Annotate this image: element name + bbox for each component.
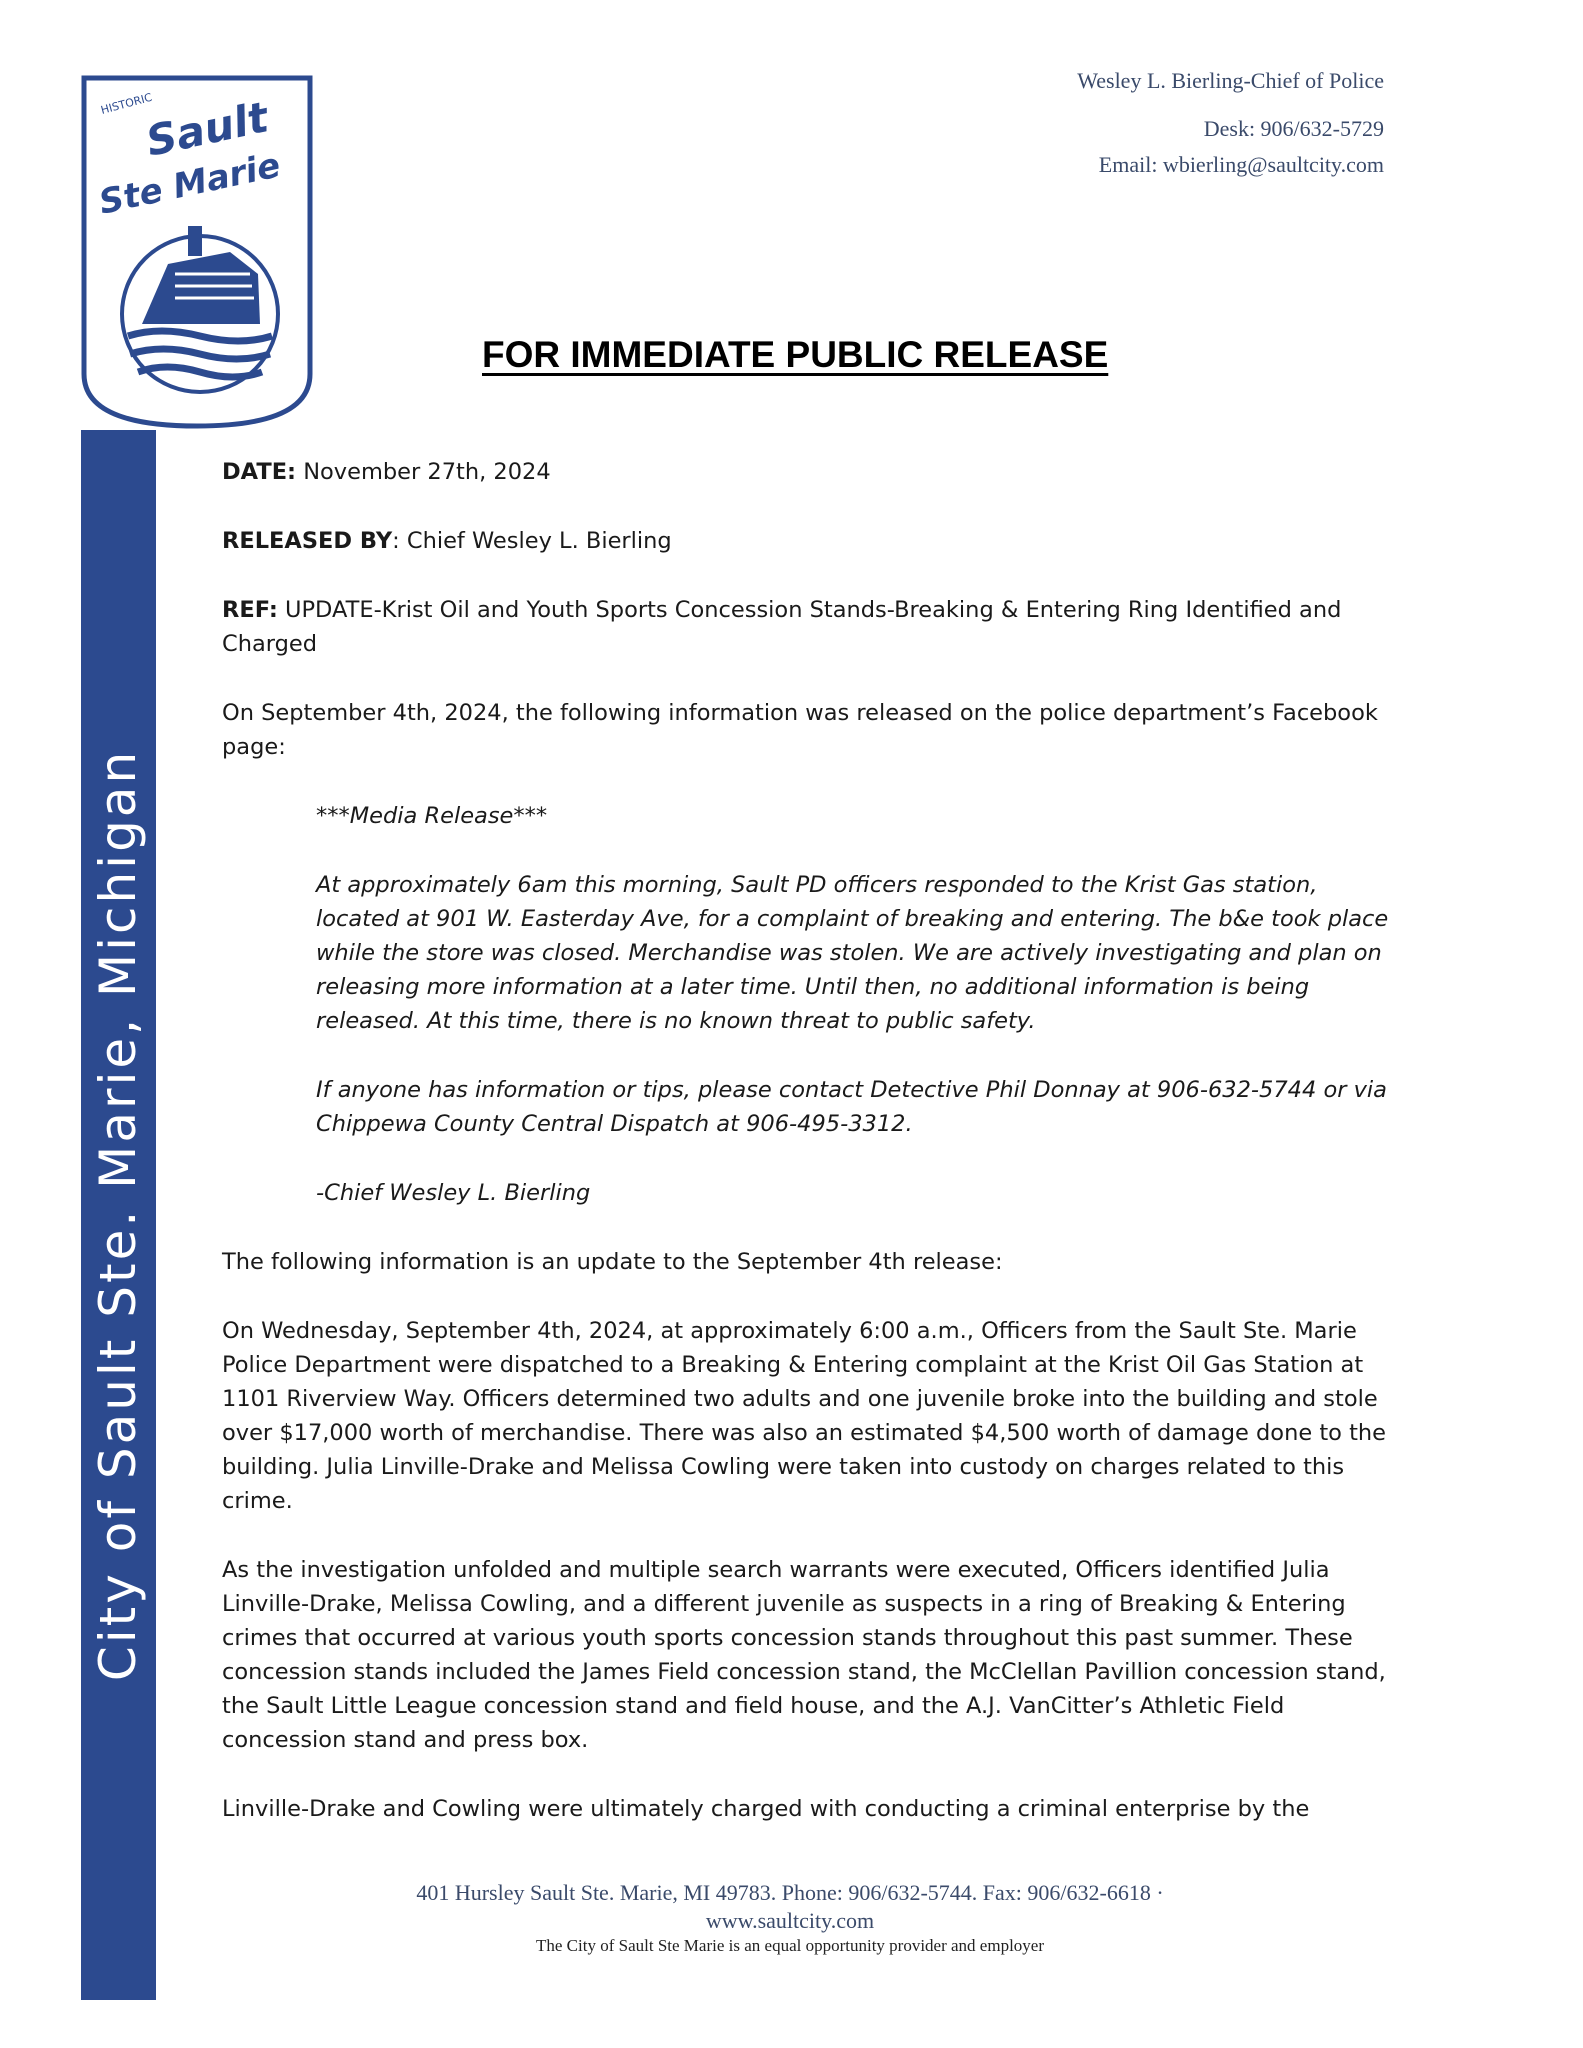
body-paragraph-2: As the investigation unfolded and multiple search warrants were executed, Officers identified Julia Linville-Drake, Melissa Cowling, and a different juvenile as suspects in a ring of Breaking & Entering crimes that occurred at various youth sports concession stands throughout this past summer. These concession stands included the James Field concession stand, the McClellan Pavillion concession stand, the Sault Little League concession stand and field house, and the A.J. VanCitter’s Athletic Field concession stand and press box.	[222, 1557, 1386, 1753]
media-release-para2: If anyone has information or tips, please contact Detective Phil Donnay at 906-632-5744 or via Chippewa County Central Dispatch at 906-495-3312.	[316, 1077, 1387, 1137]
body-paragraph-3: Linville-Drake and Cowling were ultimately charged with conducting a criminal enterprise by the	[222, 1796, 1310, 1822]
released-by-value: : Chief Wesley L. Bierling	[392, 528, 672, 554]
body-paragraph-1: On Wednesday, September 4th, 2024, at approximately 6:00 a.m., Officers from the Sault Ste. Marie Police Department were dispatched to a Breaking & Entering complaint at the Krist Oil Gas Station at 1101 Riverview Way. Officers determined two adults and one juvenile broke into the building and stole over $17,000 worth of merchandise. There was also an estimated $4,500 worth of damage done to the building. Julia Linville-Drake and Melissa Cowling were taken into custody on charges related to this crime.	[222, 1318, 1386, 1514]
logo-line2: Ste Marie	[95, 145, 284, 223]
ref-line	[222, 593, 1392, 661]
contact-block	[1077, 68, 1384, 188]
date-label: DATE:	[222, 459, 297, 485]
date-value: November 27th, 2024	[296, 459, 551, 485]
media-release-quote	[316, 799, 1392, 1210]
footer-website[interactable]: www.saultcity.com	[705, 1908, 875, 1933]
released-by-line	[222, 524, 1392, 558]
logo-line1: Sault	[141, 92, 273, 166]
sidebar-city-name: City of Sault Ste. Marie, Michigan	[89, 748, 147, 1682]
page-footer	[340, 1880, 1240, 1956]
footer-eoe-statement: The City of Sault Ste Marie is an equal opportunity provider and employer	[536, 1936, 1044, 1955]
media-release-para1: At approximately 6am this morning, Sault PD officers responded to the Krist Gas station, located at 901 W. Easterday Ave, for a complaint of breaking and entering. The b&e took place while the store was closed. Merchandise was stolen. We are actively investigating and plan on releasing more information at a later time. Until then, no additional information is being released. At this time, there is no known threat to public safety.	[316, 872, 1389, 1034]
city-logo	[80, 74, 314, 430]
page-title: FOR IMMEDIATE PUBLIC RELEASE	[482, 334, 1109, 375]
update-intro: The following information is an update to the September 4th release:	[222, 1249, 1003, 1275]
media-release-heading: ***Media Release***	[316, 803, 548, 829]
released-by-label: RELEASED BY	[222, 528, 393, 554]
intro-paragraph: On September 4th, 2024, the following information was released on the police department’s Facebook page:	[222, 700, 1378, 760]
logo-historic: HISTORIC	[99, 90, 154, 117]
ref-value: UPDATE-Krist Oil and Youth Sports Concession Stands-Breaking & Entering Ring Identified and Charged	[222, 597, 1342, 657]
ref-label: REF:	[222, 597, 278, 623]
media-release-signature: -Chief Wesley L. Bierling	[316, 1180, 591, 1206]
email-address[interactable]: Email: wbierling@saultcity.com	[1098, 152, 1384, 177]
footer-address: 401 Hursley Sault Ste. Marie, MI 49783. Phone: 906/632-5744. Fax: 906/632-6618 ·	[416, 1880, 1164, 1905]
date-line	[222, 455, 1392, 489]
chief-name: Wesley L. Bierling-Chief of Police	[1077, 68, 1384, 93]
desk-phone: Desk: 906/632-5729	[1203, 116, 1384, 141]
release-content	[222, 455, 1392, 1861]
